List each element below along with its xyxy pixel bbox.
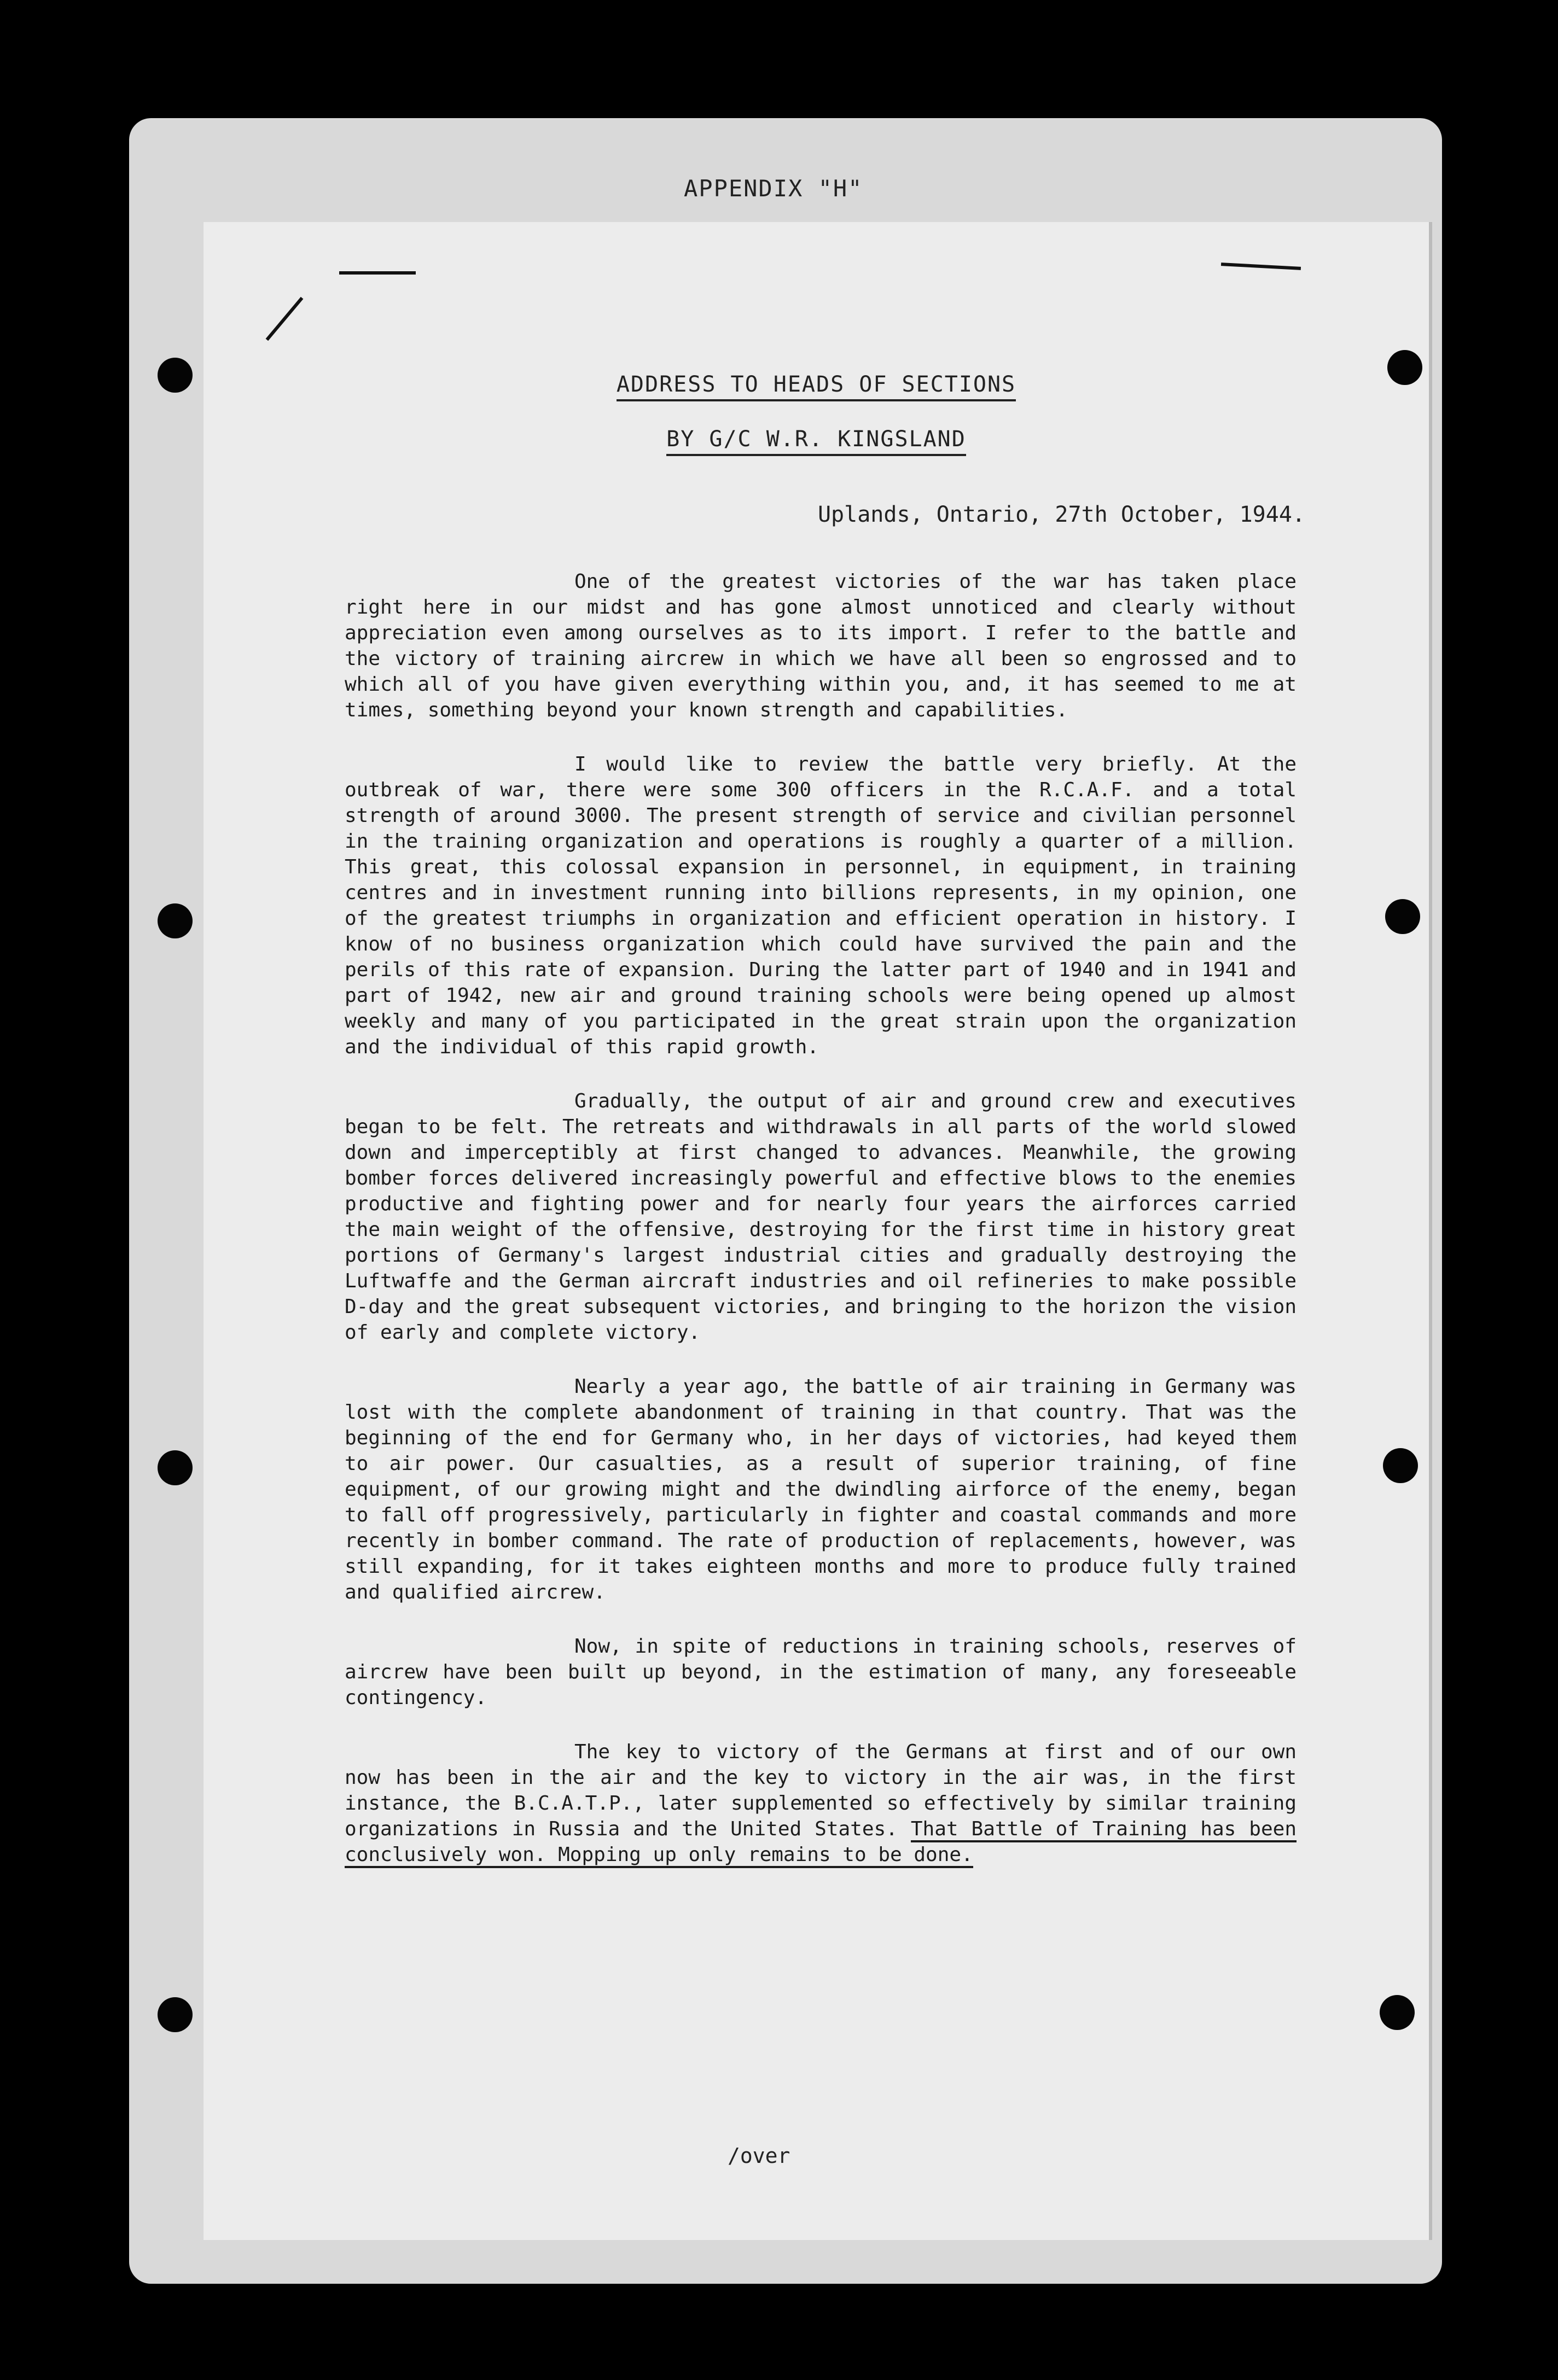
letter-body xyxy=(345,569,1297,1896)
title-text: ADDRESS TO HEADS OF SECTIONS xyxy=(617,372,1016,401)
punch-hole xyxy=(1385,899,1420,934)
appendix-label: APPENDIX "H" xyxy=(684,175,863,202)
paragraph: I would like to review the battle very briefly. At the outbreak of war, there were some 300 officers in the R.C.A.F. and a total strength of around 3000. The present strength of service and civilian personnel in the training organization and operations is roughly a quarter of a million. This great, this colossal expansion in personnel, in equipment, in training centres and in investment running into billions represents, in my opinion, one of the greatest triumphs in organization and efficient operation in history. I know of no business organization which could have survived the pain and the perils of this rate of expansion. During the latter part of 1940 and in 1941 and part of 1942, new air and ground training schools were being opened up almost weekly and many of you participated in the great strain upon the organization and the individual of this rapid growth. xyxy=(345,753,1297,1058)
underlined-conclusion: That Battle of Training has been conclusively won. Mopping up only remains to be done. xyxy=(345,1818,1297,1868)
punch-hole xyxy=(1380,1995,1415,2030)
byline-text: BY G/C W.R. KINGSLAND xyxy=(666,427,966,456)
place-date: Uplands, Ontario, 27th October, 1944. xyxy=(817,502,1305,527)
byline xyxy=(204,427,1429,452)
paragraph-final xyxy=(345,1739,1297,1868)
paragraph: Gradually, the output of air and ground crew and executives began to be felt. The retreats and withdrawals in all parts of the world slowed down and imperceptibly at first changed to advances. Meanwhile, the growing bomber forces delivered increasingly powerful and effective blows to the enemies productive and fighting power and for nearly four years the airforces carried the main weight of the offensive, destroying for the first time in history great portions of Germany's largest industrial cities and gradually destroying the Luftwaffe and the German aircraft industries and oil refineries to make possible D-day and the great subsequent victories, and bringing to the horizon the vision of early and complete victory. xyxy=(345,1090,1297,1344)
dash-mark-left xyxy=(339,271,416,275)
paragraph: Nearly a year ago, the battle of air training in Germany was lost with the complete abandonment of training in that country. That was the beginning of the end for Germany who, in her days of victories, had keyed them to air power. Our casualties, as a result of superior training, of fine equipment, of our growing might and the dwindling airforce of the enemy, began to fall off progressively, particularly in fighter and coastal commands and more recently in bomber command. The rate of production of replacements, however, was still expanding, for it takes eighteen months and more to produce fully trained and qualified aircrew. xyxy=(345,1375,1297,1603)
paragraph: One of the greatest victories of the war has taken place right here in our midst and has gone almost unnoticed and clearly without appreciation even among ourselves as to its import. I refer to the battle and the victory of training aircrew in which we have all been so engrossed and to which all of you have given everything within you, and, it has seemed to me at times, something beyond your known strength and capabilities. xyxy=(345,570,1297,721)
punch-hole xyxy=(158,358,193,393)
document-title xyxy=(204,372,1429,397)
page-turn-note: /over xyxy=(728,2144,790,2168)
punch-hole xyxy=(158,903,193,938)
final-paragraph-text: The key to victory of the Germans at first and of our own now has been in the air and the key to victory in the air was, in the first instance, the B.C.A.T.P., later supplemented so effectively by similar training organizations in Russia and the United States. xyxy=(345,1741,1297,1840)
paragraph: Now, in spite of reductions in training schools, reserves of aircrew have been built up beyond, in the estimation of many, any foreseeable contingency. xyxy=(345,1635,1297,1709)
punch-hole xyxy=(1383,1448,1418,1483)
punch-hole xyxy=(158,1997,193,2032)
punch-hole xyxy=(158,1450,193,1485)
